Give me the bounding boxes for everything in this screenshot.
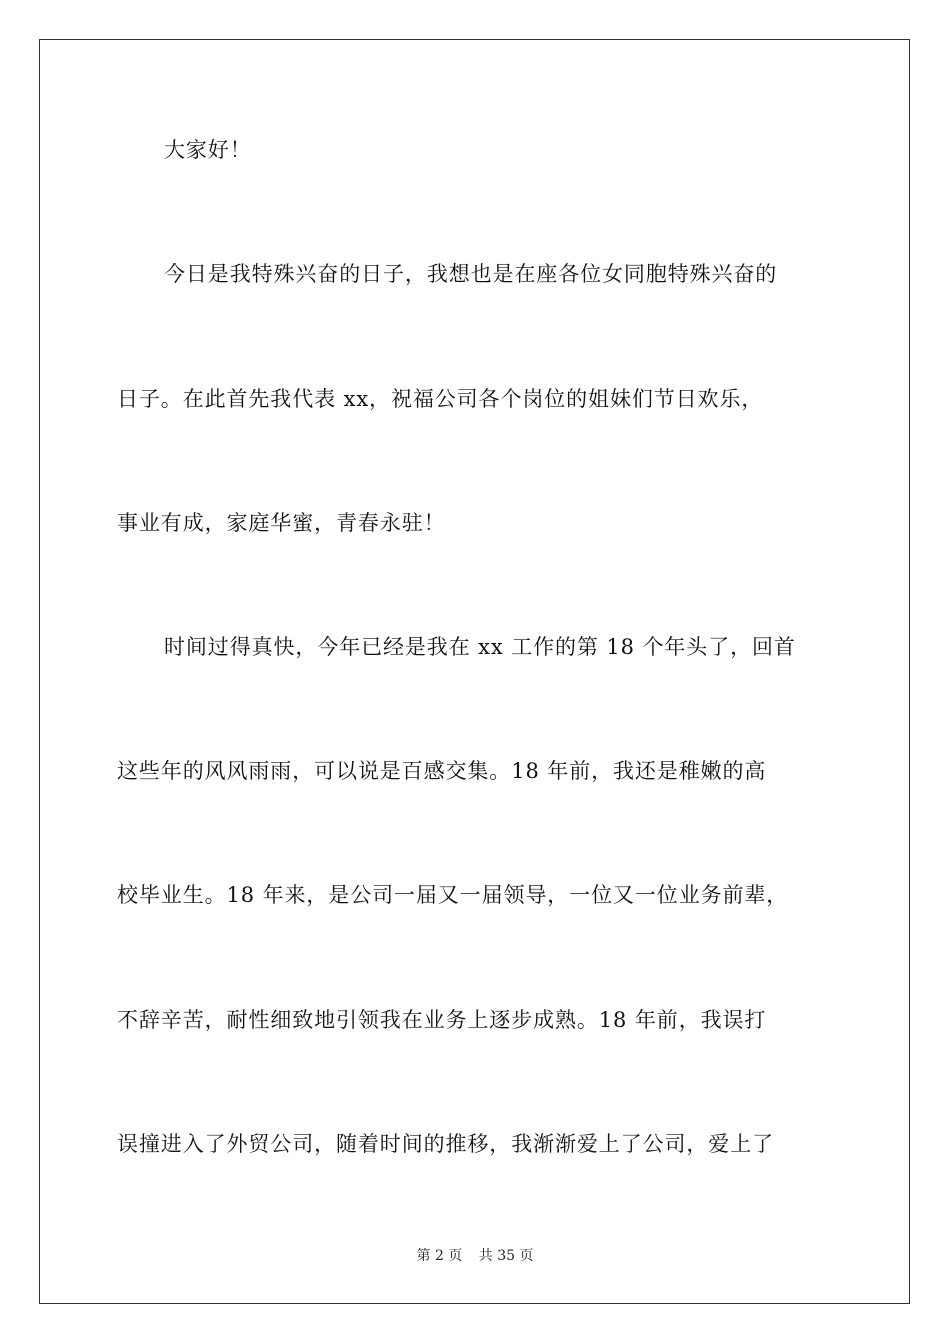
page-border xyxy=(39,39,910,1304)
paragraph-3-line-4: 不辞辛苦，耐性细致地引领我在业务上逐步成熟。18 年前，我误打 xyxy=(117,1008,767,1032)
page-number: 第 2 页 xyxy=(416,1248,463,1264)
paragraph-3-line-3: 校毕业生。18 年来，是公司一届又一届领导，一位又一位业务前辈， xyxy=(117,883,789,907)
paragraph-3-line-1: 时间过得真快，今年已经是我在 xx 工作的第 18 个年头了，回首 xyxy=(164,635,796,659)
paragraph-2-line-2: 日子。在此首先我代表 xx，祝福公司各个岗位的姐妹们节日欢乐， xyxy=(117,387,764,411)
page-footer xyxy=(0,1246,950,1266)
paragraph-2-line-3: 事业有成，家庭华蜜，青春永驻！ xyxy=(117,511,446,535)
page-total: 共 35 页 xyxy=(478,1248,534,1264)
paragraph-2-line-1: 今日是我特殊兴奋的日子，我想也是在座各位女同胞特殊兴奋的 xyxy=(164,262,778,286)
paragraph-3-line-5: 误撞进入了外贸公司，随着时间的推移，我渐渐爱上了公司，爱上了 xyxy=(117,1132,774,1156)
greeting-line: 大家好！ xyxy=(164,138,252,162)
paragraph-3-line-2: 这些年的风风雨雨，可以说是百感交集。18 年前，我还是稚嫩的高 xyxy=(117,759,767,783)
